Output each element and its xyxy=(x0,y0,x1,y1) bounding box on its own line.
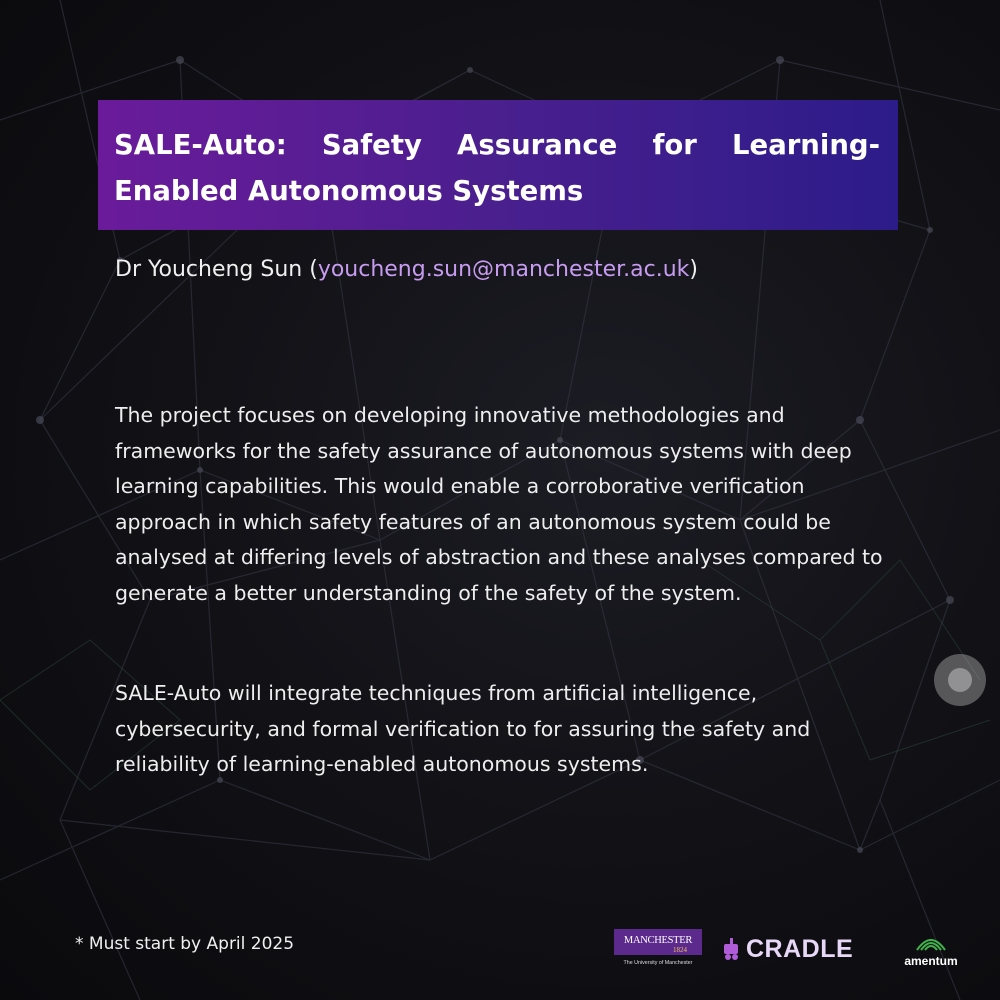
author-suffix: ) xyxy=(689,257,698,282)
cradle-robot-icon xyxy=(724,938,738,960)
start-date-footnote: * Must start by April 2025 xyxy=(75,934,295,954)
author-email-link[interactable]: youcheng.sun@manchester.ac.uk xyxy=(317,257,690,282)
description-paragraph-2: SALE-Auto will integrate techniques from artificial intelligence, cybersecurity, and formal verification to for assuring the safety and reliability of learning-enabled autonomous systems. xyxy=(115,681,811,776)
manchester-year: 1824 xyxy=(673,946,687,954)
manchester-subtitle: The University of Manchester xyxy=(623,960,693,966)
cradle-logo xyxy=(722,930,882,964)
description-paragraph-1: The project focuses on developing innovative methodologies and frameworks for the safety assurance of autonomous systems with deep learning capabilities. This would enable a corroborative verification approach in which safety features of an autonomous system could be analysed at differing levels of abstraction and these analyses compared to generate a better understanding of the safety of the system. xyxy=(115,403,883,605)
amentum-arc-icon xyxy=(917,940,945,950)
cradle-wordmark: CRADLE xyxy=(746,935,854,963)
manchester-university-logo xyxy=(614,929,704,967)
manchester-wordmark: MANCHESTER xyxy=(623,935,693,946)
author-line xyxy=(115,254,895,286)
amentum-logo xyxy=(895,928,967,970)
page-title: SALE-Auto: Safety Assurance for Learning-Enabled Autonomous Systems xyxy=(114,129,880,207)
title-banner xyxy=(98,100,898,230)
author-name: Dr Youcheng Sun ( xyxy=(115,257,318,282)
amentum-wordmark: amentum xyxy=(904,954,958,968)
